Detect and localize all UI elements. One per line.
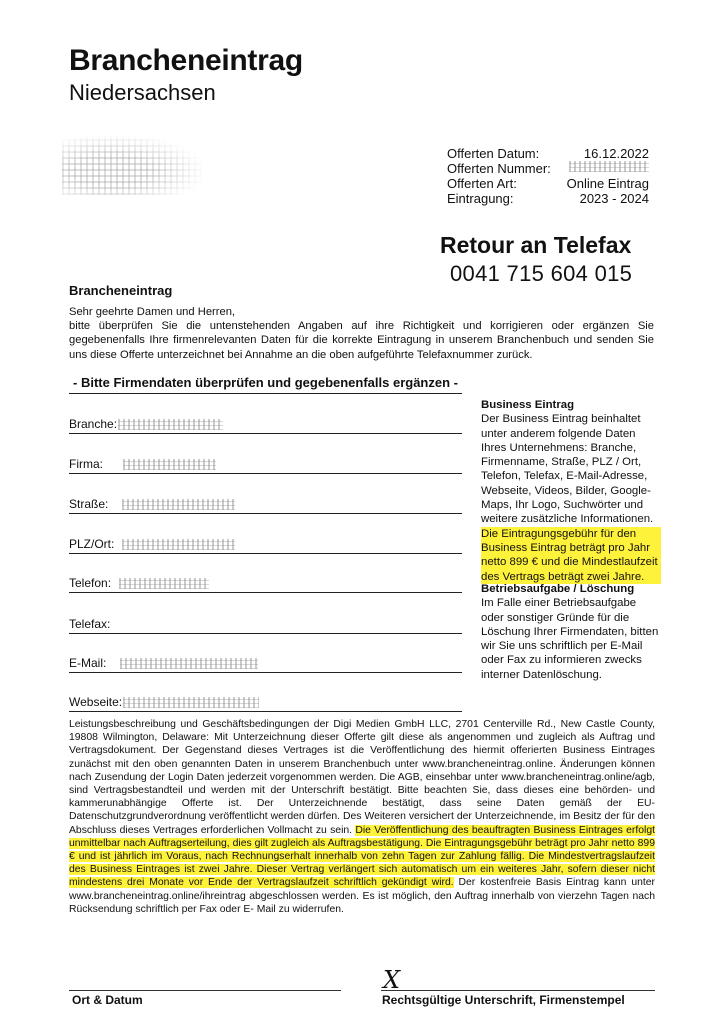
field-plz-ort[interactable] [69, 532, 462, 554]
field-firma-label: Firma: [69, 457, 103, 471]
fax-heading: Retour an Telefax [440, 232, 632, 258]
fax-number: 0041 715 604 015 [450, 261, 633, 286]
field-telefon-label: Telefon: [69, 576, 112, 590]
deletion-heading: Betriebsaufgabe / Löschung [481, 583, 635, 595]
offer-meta [447, 146, 649, 206]
signature-mark: X [383, 966, 401, 994]
terms-part-2: Der kostenfreie Basis Eintrag kann unter www.brancheneintrag.online/ihreintrag abgeschlossen werden. Es ist möglich, den Auftrag innerhalb von vierzehn Tagen nach Rücksendung schriftlich per Fax oder E- Mail zu widerrufen. [69, 877, 656, 915]
offer-type-row [447, 176, 649, 191]
field-firma[interactable] [69, 452, 462, 474]
signature-label: Rechtsgültige Unterschrift, Firmenstempel [382, 993, 625, 1007]
offer-date-row [447, 146, 649, 161]
business-entry-text: Der Business Eintrag beinhaltet unter anderem folgende Daten Ihres Unternehmens: Branche, Firmenname, Straße, PLZ / Ort, Telefon, Telefax, E-Mail-Adresse, Webseite, Videos, Bilder, Google-Maps, Ihr Logo, Suchwörter und weitere zusätzliche Informationen. [481, 413, 654, 526]
field-webseite[interactable] [69, 690, 462, 712]
field-email-value-redacted [120, 658, 258, 669]
field-telefax[interactable] [69, 612, 462, 634]
business-entry-fee-highlight: Die Eintragungsgebühr für den Business Eintrag beträgt pro Jahr netto 899 € und die Mindestlaufzeit des Vertrags beträgt zwei Jahre. [481, 527, 661, 584]
field-firma-value-redacted [123, 459, 216, 470]
terms-fee-highlight: Die Veröffentlichung des beauftragten Business Eintrages erfolgt unmittelbar nach Auftragserteilung, dies gilt zugleich als Auftragsbestätigung. Die Eintragungsgebühr beträgt pro Jahr netto 899 € und ist jährlich im Voraus, nach Rechnungserhalt innerhalb von zehn Tagen zur Zahlung fällig. Die Mindestvertragslaufzeit des Business Eintrages ist zwei Jahre. Dieser Vertrag verlängert sich automatisch um ein weiteres Jahr, sofern dieser nicht mindestens drei Monate vor Ende der Vertragslaufzeit schriftlich gekündigt wird. [69, 824, 655, 889]
entry-period-row [447, 191, 649, 206]
business-entry-info [481, 398, 661, 584]
offer-date-value: 16.12.2022 [583, 146, 649, 161]
field-strasse-label: Straße: [69, 497, 109, 511]
field-branche-value-redacted [118, 419, 223, 430]
field-webseite-value-redacted [123, 697, 259, 708]
terms-part-1: Leistungsbeschreibung und Geschäftsbedingungen der Digi Medien GmbH LLC, 2701 Centerville Rd., New Castle County, 19808 Wilmington, Delaware: Mit Unterzeichnung dieser Offerte gilt diese als angenommen und zugleich als Auftrag und Vertragsdokument. Der Gegenstand dieses Vertrages ist die Veröffentlichung des hiermit offerierten Business Eintrages zunächst mit den oben genannten Daten in unserem Branchenbuch unter www.brancheneintrag.online. Änderungen können nach Zusendung der Login Daten jederzeit vorgenommen werden. Die AGB, einsehbar unter www.brancheneintrag.online/agb, sind Vertragsbestandteil und werden mit der Unterschrift bestätigt. Bitte beachten Sie, dass dieses eine behörden- und kammerunabhängige Offerte ist. Der Unterzeichnende bestätigt, dass seine Daten gemäß der EU-Datenschutzgrundverordnung veröffentlicht werden dürfen. Des Weiteren versichert der Unterzeichnende, im Besitz der für den Abschluss dieses Vertrages erforderlichen Vollmacht zu sein. [69, 719, 655, 836]
field-email-label: E-Mail: [69, 656, 107, 670]
redacted-address-block [62, 135, 202, 195]
field-plz-ort-value-redacted [122, 539, 235, 550]
terms-and-conditions [69, 718, 655, 916]
deletion-info [481, 582, 661, 682]
field-telefax-label: Telefax: [69, 617, 111, 631]
field-strasse[interactable] [69, 492, 462, 514]
deletion-text: Im Falle einer Betriebsaufgabe oder sonstiger Gründe für die Löschung Ihrer Firmendaten, bitten wir Sie uns schriftlich per E-Mail oder Fax zu informieren zwecks interner Datenlöschung. [481, 597, 659, 681]
document-title: Brancheneintrag [69, 44, 303, 77]
signature-line[interactable] [381, 990, 655, 991]
field-branche[interactable] [69, 412, 462, 434]
offer-type-label: Offerten Art: [447, 176, 517, 191]
offer-type-value: Online Eintrag [566, 176, 649, 191]
place-date-line[interactable] [69, 990, 341, 991]
intro-text [69, 305, 654, 362]
field-plz-ort-label: PLZ/Ort: [69, 537, 115, 551]
offer-number-redacted [569, 161, 649, 172]
field-webseite-label: Webseite: [69, 695, 123, 709]
offer-number-label: Offerten Nummer: [447, 161, 551, 176]
field-telefon[interactable] [69, 571, 462, 593]
offer-date-label: Offerten Datum: [447, 146, 540, 161]
form-heading: - Bitte Firmendaten überprüfen und gegebenenfalls ergänzen - [69, 375, 462, 394]
entry-period-value: 2023 - 2024 [579, 191, 649, 206]
field-telefon-value-redacted [119, 578, 209, 589]
field-email[interactable] [69, 651, 462, 673]
document-subtitle: Niedersachsen [69, 80, 216, 105]
intro-body: bitte überprüfen Sie die untenstehenden Angaben auf ihre Richtigkeit und korrigieren oder ergänzen Sie gegebenenfalls Ihre firmenrelevanten Daten für die korrekte Eintragung in unserem Branchenbuch und senden Sie uns diese Offerte unterzeichnet bei Annahme an die oben aufgeführte Telefaxnummer zurück. [69, 320, 654, 361]
salutation: Sehr geehrte Damen und Herren, [69, 306, 236, 318]
place-date-label: Ort & Datum [72, 993, 143, 1007]
entry-period-label: Eintragung: [447, 191, 514, 206]
intro-heading: Brancheneintrag [69, 283, 173, 298]
business-entry-heading: Business Eintrag [481, 399, 575, 411]
field-branche-label: Branche: [69, 417, 118, 431]
offer-number-row [447, 161, 649, 176]
field-strasse-value-redacted [122, 499, 235, 510]
